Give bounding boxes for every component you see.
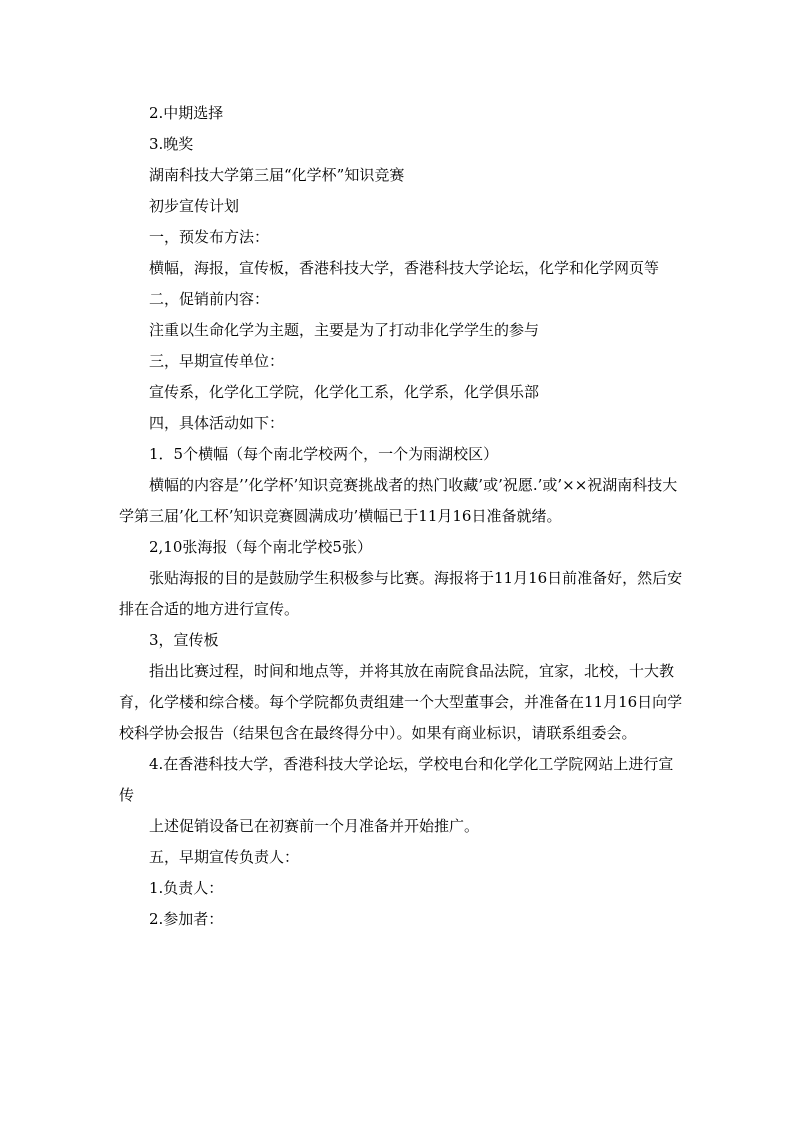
paragraph-person-in-charge: 1.负责人： xyxy=(149,879,224,897)
heading-publicity-units: 三，早期宣传单位： xyxy=(149,352,285,370)
paragraph-publicity-units: 宣传系，化学化工学院，化学化工系，化学系，化学俱乐部 xyxy=(149,383,540,401)
paragraph-banners: 1．5个横幅（每个南北学校两个，一个为雨湖校区） xyxy=(149,445,499,463)
paragraph-plan-title: 初步宣传计划 xyxy=(149,197,240,215)
heading-prerelease-method: 一，预发布方法： xyxy=(149,228,270,246)
paragraph-publicity-board: 3，宣传板 xyxy=(149,631,219,649)
paragraph-board-details: 指出比赛过程，时间和地点等，并将其放在南院食品法院，宜家，北校，十大教育，化学楼和综合楼。每个学院都负责组建一个大型董事会，并准备在11月16日向学校科学协会报告（结果包含在最终得分中）。如果有商业标识，请联系组委会。 xyxy=(119,662,683,742)
paragraph-midterm-selection: 2.中期选择 xyxy=(149,104,224,122)
heading-promotion-content: 二，促销前内容： xyxy=(149,290,270,308)
paragraph-promotion-content: 注重以生命化学为主题，主要是为了打动非化学学生的参与 xyxy=(149,321,540,339)
paragraph-promotion-ready: 上述促销设备已在初赛前一个月准备并开始推广。 xyxy=(149,817,480,835)
paragraph-posters: 2,10张海报（每个南北学校5张） xyxy=(149,538,372,556)
paragraph-online-promotion: 4.在香港科技大学，香港科技大学论坛，学校电台和化学化工学院网站上进行宣传 xyxy=(119,755,674,804)
heading-activities: 四，具体活动如下： xyxy=(149,414,285,432)
paragraph-evening-award: 3.晚奖 xyxy=(149,135,194,153)
paragraph-participants: 2.参加者： xyxy=(149,910,224,928)
paragraph-banner-content: 横幅的内容是’’化学杯’知识竞赛挑战者的热门收藏’或’祝愿.’或’××祝湖南科技大学第三届’化工杯’知识竞赛圆满成功’横幅已于11月16日准备就绪。 xyxy=(119,476,678,525)
document-body xyxy=(119,98,687,935)
paragraph-competition-title: 湖南科技大学第三届“化学杯”知识竞赛 xyxy=(149,166,405,184)
paragraph-poster-purpose: 张贴海报的目的是鼓励学生积极参与比赛。海报将于11月16日前准备好，然后安排在合适的地方进行宣传。 xyxy=(119,569,683,618)
heading-responsible-persons: 五，早期宣传负责人： xyxy=(149,848,300,866)
paragraph-prerelease-channels: 横幅，海报，宣传板，香港科技大学，香港科技大学论坛，化学和化学网页等 xyxy=(149,259,660,277)
